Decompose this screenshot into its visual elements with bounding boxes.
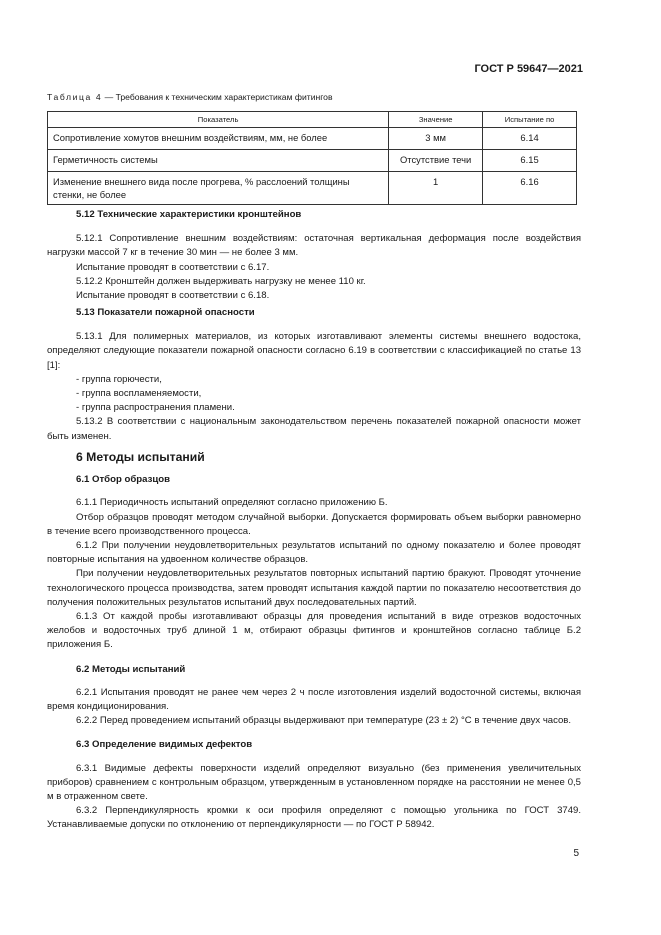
paragraph: 6.2.2 Перед проведением испытаний образцы выдерживают при температуре (23 ± 2) °С в течение двух часов.	[76, 715, 572, 727]
table-header-cell: Значение	[389, 112, 483, 128]
paragraph: Испытание проводят в соответствии с 6.17.	[76, 261, 270, 273]
table-header-cell: Показатель	[48, 112, 389, 128]
section-5-12	[47, 208, 581, 303]
section-heading: 6.3 Определение видимых дефектов	[76, 739, 253, 751]
requirements-table	[47, 111, 577, 205]
table-caption-title: — Требования к техническим характеристикам фитингов	[102, 92, 333, 102]
section-heading: 5.12 Технические характеристики кронштейнов	[76, 209, 302, 220]
paragraph: 6.3.1 Видимые дефекты поверхности изделий определяют визуально (без применения увеличительных приборов) сравнением с контрольным образцом, утвержденным в установленном порядке на расстоянии не менее 0,5 м в отраженном свете.	[47, 762, 581, 803]
table-cell: 6.16	[483, 172, 577, 205]
page-number: 5	[573, 848, 579, 859]
table-row	[48, 150, 577, 172]
paragraph: Испытание проводят в соответствии с 6.18.	[76, 290, 270, 302]
table-header-cell: Испытание по	[483, 112, 577, 128]
paragraph: Отбор образцов проводят методом случайной выборки. Допускается формировать объем выборки равномерно в течение всего производственного процесса.	[47, 511, 581, 537]
table-cell: Отсутствие течи	[389, 150, 483, 172]
paragraph: 6.1.2 При получении неудовлетворительных результатов испытаний по одному показателю и более проводят повторные испытания на удвоенном количестве образцов.	[47, 540, 581, 566]
table-cell: 1	[389, 172, 483, 205]
paragraph: 6.1.3 От каждой пробы изготавливают образцы для проведения испытаний в виде отрезков водосточных желобов и водосточных труб длиной 1 м, отбирают образцы фитингов и кронштейнов согласно таблице Б.2 приложения Б.	[47, 611, 581, 651]
table-caption	[47, 92, 333, 102]
table-cell: 3 мм	[389, 128, 483, 150]
table-cell: Изменение внешнего вида после прогрева, % расслоений толщины стенки, не более	[48, 172, 389, 205]
chapter-heading: 6 Методы испытаний	[76, 450, 205, 464]
table-cell: 6.15	[483, 150, 577, 172]
table-caption-label: Таблица 4	[47, 92, 103, 102]
document-code: ГОСТ Р 59647—2021	[474, 63, 583, 75]
table-row	[48, 172, 577, 205]
table-cell: Сопротивление хомутов внешним воздействиям, мм, не более	[48, 128, 389, 150]
paragraph: 6.2.1 Испытания проводят не ранее чем через 2 ч после изготовления изделий водосточной системы, включая время кондиционирования.	[47, 686, 581, 713]
section-5-13	[47, 306, 581, 444]
table-cell: 6.14	[483, 128, 577, 150]
paragraph: 6.3.2 Перпендикулярность кромки к оси профиля определяют с помощью угольника по ГОСТ 3749. Устанавливаемые допуски по отклонению от перпендикулярности — по ГОСТ Р 58942.	[47, 805, 581, 831]
paragraph: 5.13.1 Для полимерных материалов, из которых изготавливают элементы системы внешнего водостока, определяют следующие показатели пожарной опасности согласно 6.19 в соответствии с классификацией по статье 13 [1]:	[47, 331, 581, 371]
section-heading: 5.13 Показатели пожарной опасности	[76, 307, 255, 318]
paragraph: При получении неудовлетворительных результатов повторных испытаний партию бракуют. Проводят уточнение технологического процесса производства, затем проводят испытания каждой партии по показателю несоответствия до получения положительных результатов испытаний двух последовательных партий.	[47, 568, 581, 608]
section-6	[47, 450, 581, 833]
paragraph: 5.12.2 Кронштейн должен выдерживать нагрузку не менее 110 кг.	[76, 275, 366, 287]
section-heading: 6.1 Отбор образцов	[76, 474, 170, 486]
table-header-row	[48, 112, 577, 128]
list-item: - группа воспламеняемости,	[76, 388, 202, 400]
paragraph: 5.13.2 В соответствии с национальным законодательством перечень показателей пожарной опасности может быть изменен.	[47, 416, 581, 442]
list-item: - группа распространения пламени.	[76, 402, 235, 414]
table-row	[48, 128, 577, 150]
list-item: - группа горючести,	[76, 373, 162, 385]
section-heading: 6.2 Методы испытаний	[76, 663, 186, 675]
paragraph: 6.1.1 Периодичность испытаний определяют согласно приложению Б.	[76, 497, 388, 509]
paragraph: 5.12.1 Сопротивление внешним воздействиям: остаточная вертикальная деформация после воздействия нагрузки массой 7 кг в течение 30 мин — не более 3 мм.	[47, 233, 581, 259]
table-cell: Герметичность системы	[48, 150, 389, 172]
